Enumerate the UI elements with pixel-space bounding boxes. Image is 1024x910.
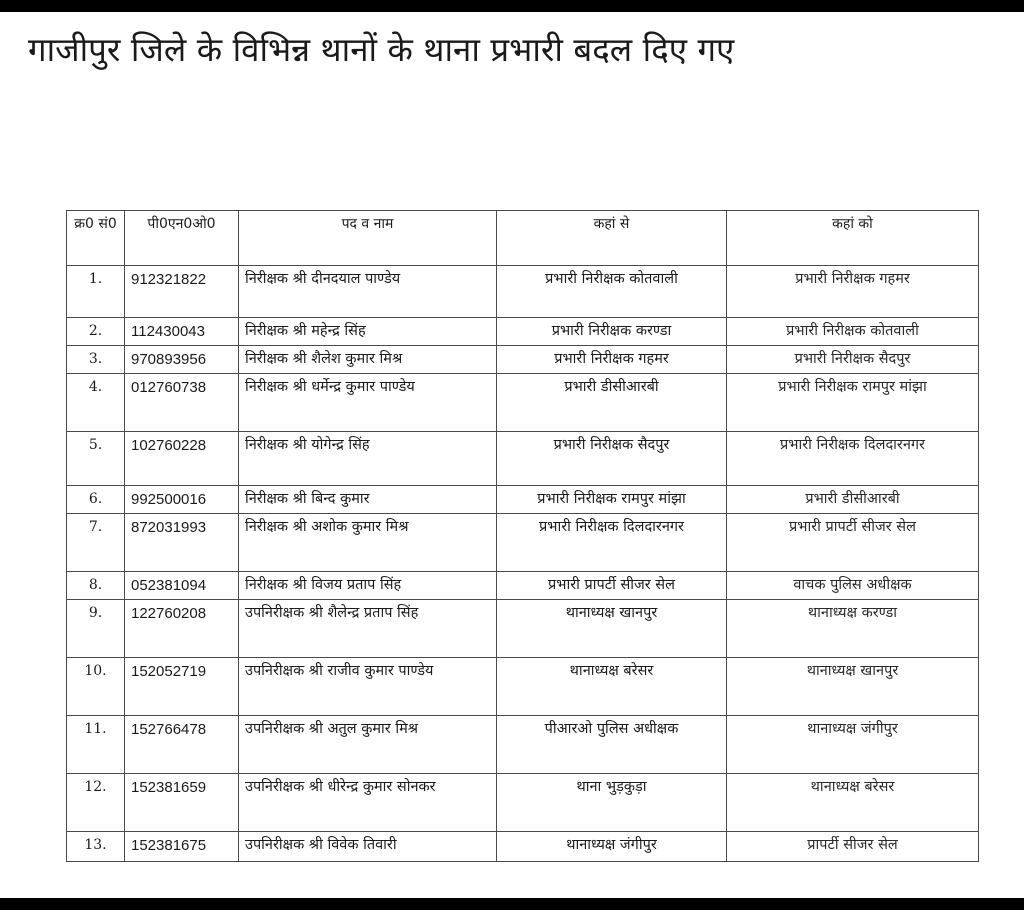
cell-from: प्रभारी निरीक्षक गहमर [497, 346, 727, 374]
cell-pno: 912321822 [125, 266, 239, 318]
cell-serial-number: 9. [67, 600, 125, 658]
cell-post-and-name: निरीक्षक श्री महेन्द्र सिंह [239, 318, 497, 346]
cell-to: प्रभारी निरीक्षक गहमर [727, 266, 979, 318]
cell-from: प्रभारी डीसीआरबी [497, 374, 727, 432]
cell-from: प्रभारी निरीक्षक सैदपुर [497, 432, 727, 486]
cell-from: थानाध्यक्ष खानपुर [497, 600, 727, 658]
header-serial-number: क्र0 सं0 [67, 211, 125, 266]
cell-pno: 872031993 [125, 514, 239, 572]
cell-post-and-name: निरीक्षक श्री धर्मेन्द्र कुमार पाण्डेय [239, 374, 497, 432]
cell-post-and-name: उपनिरीक्षक श्री विवेक तिवारी [239, 832, 497, 862]
cell-post-and-name: उपनिरीक्षक श्री अतुल कुमार मिश्र [239, 716, 497, 774]
cell-serial-number: 13. [67, 832, 125, 862]
cell-to: प्रभारी निरीक्षक दिलदारनगर [727, 432, 979, 486]
table-row [67, 486, 979, 514]
header-post-and-name: पद व नाम [239, 211, 497, 266]
cell-from: प्रभारी प्रापर्टी सीजर सेल [497, 572, 727, 600]
cell-serial-number: 7. [67, 514, 125, 572]
table-row [67, 832, 979, 862]
cell-from: प्रभारी निरीक्षक कोतवाली [497, 266, 727, 318]
table-row [67, 318, 979, 346]
cell-post-and-name: निरीक्षक श्री बिन्द कुमार [239, 486, 497, 514]
header-pno: पी0एन0ओ0 [125, 211, 239, 266]
cell-from: थानाध्यक्ष बरेसर [497, 658, 727, 716]
cell-post-and-name: निरीक्षक श्री दीनदयाल पाण्डेय [239, 266, 497, 318]
cell-serial-number: 1. [67, 266, 125, 318]
top-border-bar [0, 0, 1024, 12]
cell-serial-number: 4. [67, 374, 125, 432]
cell-post-and-name: निरीक्षक श्री योगेन्द्र सिंह [239, 432, 497, 486]
cell-pno: 152052719 [125, 658, 239, 716]
table-row [67, 716, 979, 774]
cell-serial-number: 8. [67, 572, 125, 600]
cell-pno: 992500016 [125, 486, 239, 514]
cell-to: थानाध्यक्ष जंगीपुर [727, 716, 979, 774]
cell-from: थानाध्यक्ष जंगीपुर [497, 832, 727, 862]
cell-pno: 122760208 [125, 600, 239, 658]
table-row [67, 572, 979, 600]
cell-serial-number: 3. [67, 346, 125, 374]
table-row [67, 658, 979, 716]
cell-pno: 102760228 [125, 432, 239, 486]
cell-post-and-name: निरीक्षक श्री विजय प्रताप सिंह [239, 572, 497, 600]
table-header-row [67, 211, 979, 266]
cell-to: प्रभारी डीसीआरबी [727, 486, 979, 514]
table-row [67, 774, 979, 832]
cell-serial-number: 11. [67, 716, 125, 774]
cell-serial-number: 5. [67, 432, 125, 486]
cell-to: वाचक पुलिस अधीक्षक [727, 572, 979, 600]
header-from: कहां से [497, 211, 727, 266]
cell-post-and-name: उपनिरीक्षक श्री शैलेन्द्र प्रताप सिंह [239, 600, 497, 658]
bottom-border-bar [0, 898, 1024, 910]
cell-from: थाना भुड़कुड़ा [497, 774, 727, 832]
cell-serial-number: 12. [67, 774, 125, 832]
cell-pno: 152381659 [125, 774, 239, 832]
cell-post-and-name: उपनिरीक्षक श्री धीरेन्द्र कुमार सोनकर [239, 774, 497, 832]
cell-to: प्रभारी निरीक्षक रामपुर मांझा [727, 374, 979, 432]
cell-post-and-name: निरीक्षक श्री शैलेश कुमार मिश्र [239, 346, 497, 374]
table-row [67, 514, 979, 572]
cell-to: थानाध्यक्ष खानपुर [727, 658, 979, 716]
table-row [67, 432, 979, 486]
cell-serial-number: 10. [67, 658, 125, 716]
transfer-document [66, 210, 978, 892]
cell-from: पीआरओ पुलिस अधीक्षक [497, 716, 727, 774]
cell-to: प्रभारी निरीक्षक कोतवाली [727, 318, 979, 346]
cell-pno: 112430043 [125, 318, 239, 346]
cell-to: प्रापर्टी सीजर सेल [727, 832, 979, 862]
table-row [67, 374, 979, 432]
cell-pno: 052381094 [125, 572, 239, 600]
table-row [67, 600, 979, 658]
cell-from: प्रभारी निरीक्षक करण्डा [497, 318, 727, 346]
cell-to: थानाध्यक्ष करण्डा [727, 600, 979, 658]
cell-pno: 152381675 [125, 832, 239, 862]
cell-pno: 970893956 [125, 346, 239, 374]
cell-pno: 152766478 [125, 716, 239, 774]
transfer-table [66, 210, 979, 862]
cell-to: थानाध्यक्ष बरेसर [727, 774, 979, 832]
table-row [67, 266, 979, 318]
cell-pno: 012760738 [125, 374, 239, 432]
cell-serial-number: 2. [67, 318, 125, 346]
cell-post-and-name: निरीक्षक श्री अशोक कुमार मिश्र [239, 514, 497, 572]
cell-post-and-name: उपनिरीक्षक श्री राजीव कुमार पाण्डेय [239, 658, 497, 716]
cell-serial-number: 6. [67, 486, 125, 514]
cell-from: प्रभारी निरीक्षक रामपुर मांझा [497, 486, 727, 514]
header-to: कहां को [727, 211, 979, 266]
cell-to: प्रभारी निरीक्षक सैदपुर [727, 346, 979, 374]
headline: गाजीपुर जिले के विभिन्न थानों के थाना प्रभारी बदल दिए गए [28, 30, 735, 69]
cell-to: प्रभारी प्रापर्टी सीजर सेल [727, 514, 979, 572]
cell-from: प्रभारी निरीक्षक दिलदारनगर [497, 514, 727, 572]
table-row [67, 346, 979, 374]
